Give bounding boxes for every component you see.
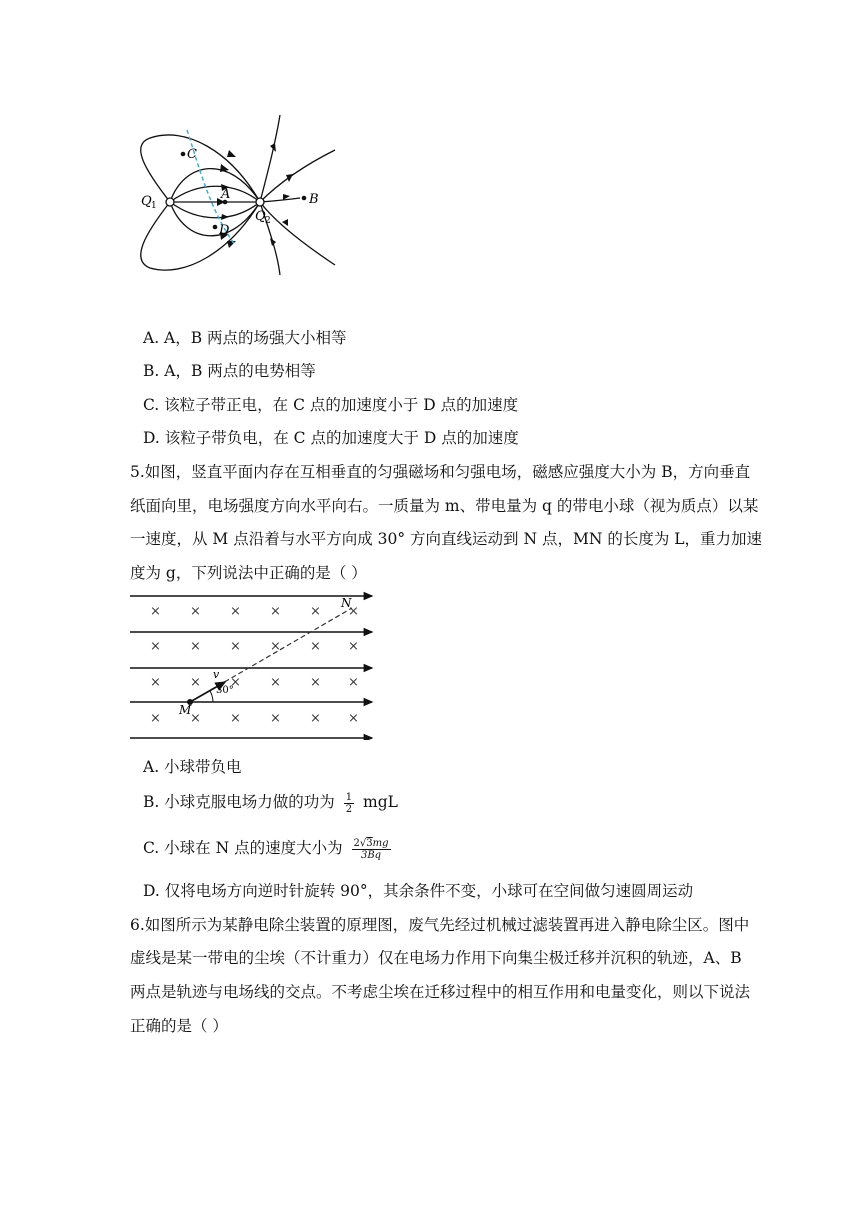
cross-mark: × xyxy=(230,675,241,690)
label-d: D xyxy=(219,223,230,238)
q6-stem-line-2: 虚线是某一带电的尘埃（不计重力）仅在电场力作用下向集尘极迁移并沉积的轨迹，A、B xyxy=(130,949,742,967)
q4-option-b: B. A，B 两点的电势相等 xyxy=(143,362,316,380)
q5-option-b-text: B. 小球克服电场力做的功为 xyxy=(143,793,335,811)
label-a: A xyxy=(221,187,231,202)
q5-stem-line-2: 纸面向里，电场强度方向水平向右。一质量为 m、带电量为 q 的带电小球（视为质点）以某 xyxy=(130,497,759,515)
q5-stem-line-4: 度为 g，下列说法中正确的是（ ） xyxy=(130,564,367,582)
cross-mark: × xyxy=(348,639,359,654)
field-lines-figure xyxy=(125,110,415,280)
fraction-denominator: 3Bq xyxy=(360,849,382,861)
q5-option-d: D. 仅将电场方向逆时针旋转 90°，其余条件不变，小球可在空间做匀速圆周运动 xyxy=(143,882,694,900)
label-angle: 30° xyxy=(216,685,234,696)
cross-mark: × xyxy=(190,639,201,654)
label-q2-sub: 2 xyxy=(265,216,271,226)
label-q1: Q xyxy=(141,194,152,209)
cross-mark: × xyxy=(310,604,321,619)
charge-q2 xyxy=(256,198,264,206)
q5-option-b-suffix: mgL xyxy=(363,793,398,811)
cross-mark: × xyxy=(150,604,161,619)
q6-stem-line-3: 两点是轨迹与电场线的交点。不考虑尘埃在迁移过程中的相互作用和电量变化，则以下说法 xyxy=(130,983,751,1001)
cross-mark: × xyxy=(190,711,201,726)
fraction-velocity xyxy=(352,838,391,861)
cross-mark: × xyxy=(150,711,161,726)
arrow-mark xyxy=(227,150,236,157)
arrow-mark xyxy=(227,241,236,248)
angle-arc xyxy=(210,691,213,702)
label-q1-sub: 1 xyxy=(151,201,157,211)
fraction-denominator: 2 xyxy=(345,803,353,815)
arrow-mark xyxy=(220,164,229,172)
arrow-mark xyxy=(282,219,288,226)
cross-mark: × xyxy=(150,675,161,690)
cross-mark: × xyxy=(150,639,161,654)
cross-mark: × xyxy=(190,675,201,690)
point-d xyxy=(213,225,218,230)
q5-stem-line-1: 5.如图，竖直平面内存在互相垂直的匀强磁场和匀强电场，磁感应强度大小为 B，方向垂直 xyxy=(130,463,751,481)
q4-option-c: C. 该粒子带正电，在 C 点的加速度小于 D 点的加速度 xyxy=(143,396,519,414)
cross-mark: × xyxy=(270,604,281,619)
q5-option-c-text: C. 小球在 N 点的速度大小为 xyxy=(143,839,343,857)
fraction-numerator: 2√3mg xyxy=(353,837,389,849)
fraction-half xyxy=(344,792,354,815)
label-b: B xyxy=(309,192,319,207)
cross-mark: × xyxy=(230,604,241,619)
cross-mark: × xyxy=(270,711,281,726)
q4-option-a: A. A，B 两点的场强大小相等 xyxy=(143,329,347,347)
arrow-mark xyxy=(286,174,293,182)
label-n: N xyxy=(341,596,352,610)
label-v: v xyxy=(213,668,220,681)
cross-mark: × xyxy=(270,639,281,654)
q5-option-b xyxy=(143,790,398,815)
label-q2: Q xyxy=(255,209,266,224)
q4-option-d: D. 该粒子带负电，在 C 点的加速度大于 D 点的加速度 xyxy=(143,429,519,447)
cross-mark: × xyxy=(230,639,241,654)
cross-mark: × xyxy=(310,675,321,690)
arrow-mark xyxy=(221,214,229,220)
cross-mark: × xyxy=(190,604,201,619)
arrow-mark xyxy=(270,238,276,246)
cross-mark: × xyxy=(230,711,241,726)
q5-option-c xyxy=(143,836,395,861)
fraction-numerator: 1 xyxy=(345,791,353,803)
cross-mark: × xyxy=(310,639,321,654)
q5-option-a: A. 小球带负电 xyxy=(143,758,242,776)
point-b xyxy=(302,196,307,201)
label-m: M xyxy=(179,703,192,717)
q6-stem-line-1: 6.如图所示为某静电除尘装置的原理图，废气先经过机械过滤装置再进入静电除尘区。图中 xyxy=(130,916,750,934)
cross-mark: × xyxy=(348,711,359,726)
field-figure-q5 xyxy=(125,590,385,740)
q6-stem-line-4: 正确的是（ ） xyxy=(130,1017,228,1035)
cross-mark: × xyxy=(310,711,321,726)
label-c: C xyxy=(187,147,197,162)
q5-stem-line-3: 一速度，从 M 点沿着与水平方向成 30° 方向直线运动到 N 点，MN 的长度为 L，重力加速 xyxy=(130,530,763,548)
point-c xyxy=(181,152,186,157)
cross-mark: × xyxy=(348,604,359,619)
cross-mark: × xyxy=(270,675,281,690)
charge-q1 xyxy=(166,198,174,206)
cross-mark: × xyxy=(348,675,359,690)
